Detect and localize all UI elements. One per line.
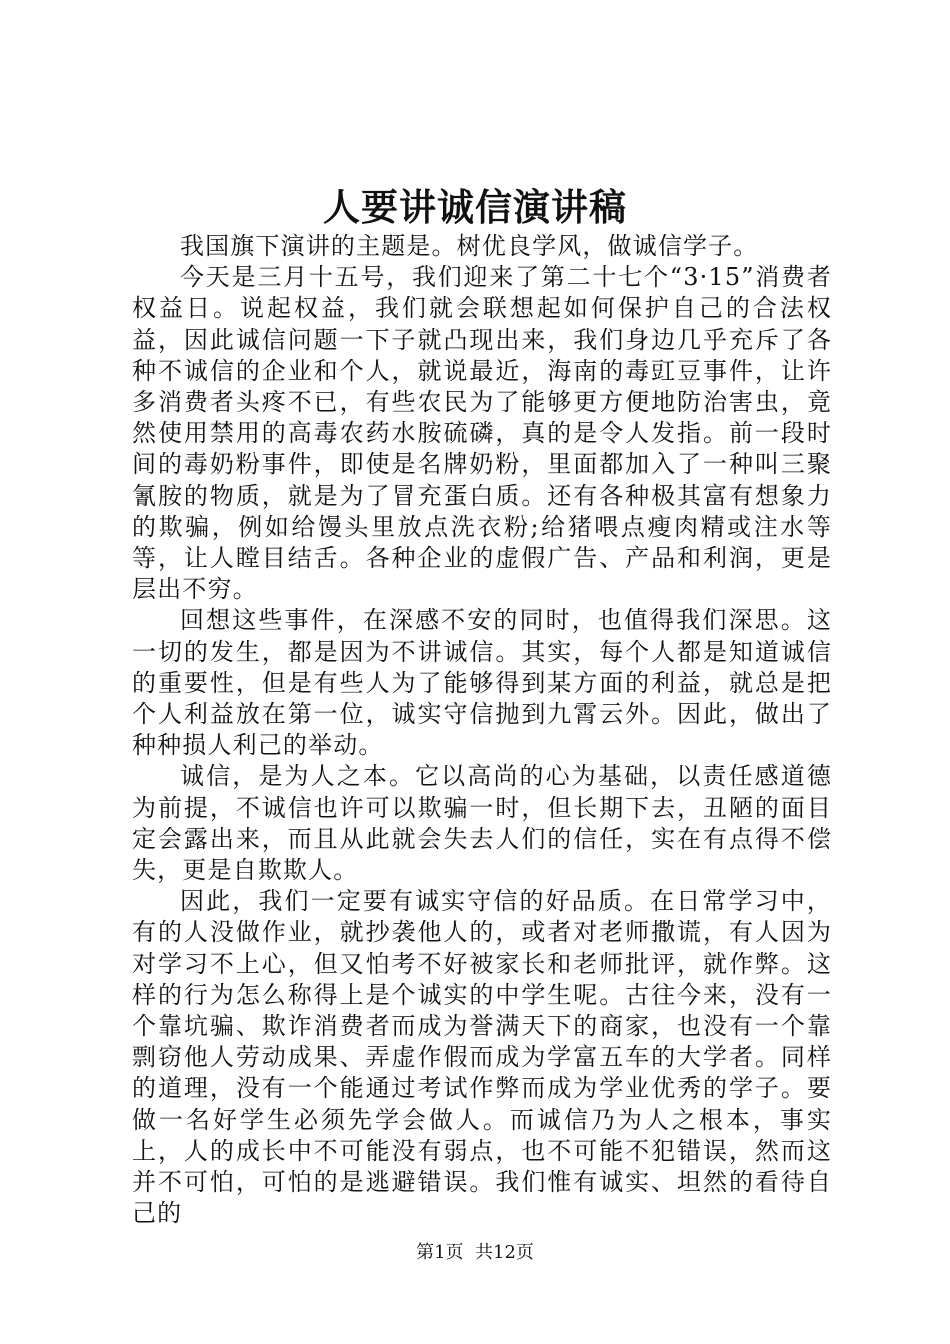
document-body: [132, 231, 832, 1230]
document-title: 人要讲诚信演讲稿: [323, 185, 627, 229]
paragraph-3: 回想这些事件，在深感不安的同时，也值得我们深思。这一切的发生，都是因为不讲诚信。其实，每个人都是知道诚信的重要性，但是有些人为了能够得到某方面的利益，就总是把个人利益放在第一位，诚实守信抛到九霄云外。因此，做出了种种损人利己的举动。: [132, 606, 832, 760]
page-footer: [0, 1241, 950, 1265]
paragraph-5: 因此，我们一定要有诚实守信的好品质。在日常学习中，有的人没做作业，就抄袭他人的，或者对老师撒谎，有人因为对学习不上心，但又怕考不好被家长和老师批评，就作弊。这样的行为怎么称得上是个诚实的中学生呢。古往今来，没有一个靠坑骗、欺诈消费者而成为誉满天下的商家，也没有一个靠剽窃他人劳动成果、弄虚作假而成为学富五车的大学者。同样的道理，没有一个能通过考试作弊而成为学业优秀的学子。要做一名好学生必须先学会做人。而诚信乃为人之根本，事实上，人的成长中不可能没有弱点，也不可能不犯错误，然而这并不可怕，可怕的是逃避错误。我们惟有诚实、坦然的看待自己的: [132, 887, 832, 1228]
paragraph-4: 诚信，是为人之本。它以高尚的心为基础，以责任感道德为前提，不诚信也许可以欺骗一时，但长期下去，丑陋的面目定会露出来，而且从此就会失去人们的信任，实在有点得不偿失，更是自欺欺人。: [132, 762, 832, 885]
paragraph-1: 我国旗下演讲的主题是。树优良学风，做诚信学子。: [180, 232, 759, 260]
page-number: 第1页 共12页: [416, 1242, 534, 1263]
paragraph-2: 今天是三月十五号，我们迎来了第二十七个“3·15”消费者权益日。说起权益，我们就会联想起如何保护自己的合法权益，因此诚信问题一下子就凸现出来，我们身边几乎充斥了各种不诚信的企业和个人，就说最近，海南的毒豇豆事件，让许多消费者头疼不已，有些农民为了能够更方便地防治害虫，竟然使用禁用的高毒农药水胺硫磷，真的是令人发指。前一段时间的毒奶粉事件，即使是名牌奶粉，里面都加入了一种叫三聚氰胺的物质，就是为了冒充蛋白质。还有各种极其富有想象力的欺骗，例如给馒头里放点洗衣粉;给猪喂点瘦肉精或注水等等，让人瞠目结舌。各种企业的虚假广告、产品和利润，更是层出不穷。: [132, 263, 832, 604]
